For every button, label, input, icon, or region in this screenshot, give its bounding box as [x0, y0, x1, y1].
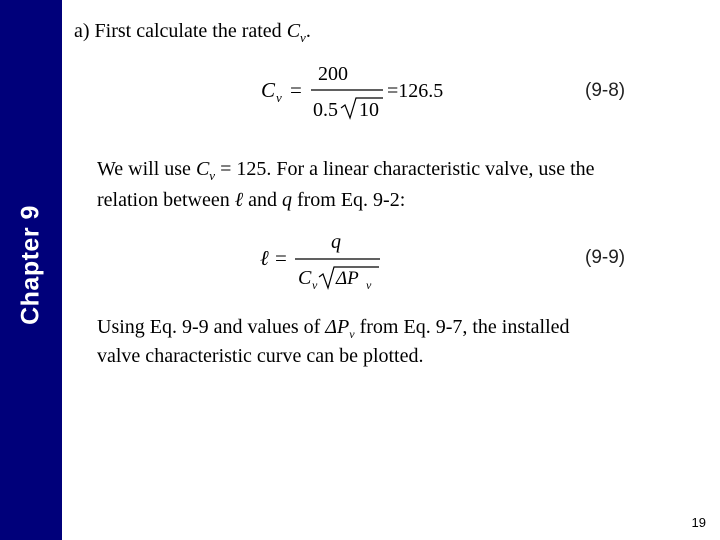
- eq2-den-c: C: [298, 267, 312, 289]
- page-number: 19: [691, 515, 706, 530]
- para2-delta: ΔP: [325, 316, 350, 338]
- eq1-lhs: C: [261, 78, 276, 102]
- eq2-delta: ΔP: [336, 268, 359, 289]
- para2-text-a: Using Eq. 9-9 and values of: [97, 316, 326, 338]
- eq1-result: =126.5: [387, 80, 444, 102]
- eq2-delta-sub: v: [366, 278, 372, 292]
- para1-line1: [97, 158, 595, 184]
- equation-9-9: [255, 228, 395, 298]
- para1-text-a: We will use: [97, 158, 196, 180]
- eq1-den-coef: 0.5: [313, 99, 338, 121]
- svg-text:=: =: [275, 246, 287, 270]
- eq2-numerator: q: [331, 231, 341, 253]
- eq2-number: (9-9): [585, 247, 626, 268]
- q-variable: q: [281, 189, 292, 211]
- para1-text-c: relation between: [97, 189, 235, 211]
- chapter-label: Chapter 9: [16, 205, 45, 325]
- eq2-lhs: ℓ: [260, 246, 269, 270]
- para1-text-e: from Eq. 9-2:: [291, 189, 406, 211]
- cv-subscript: v: [300, 30, 306, 45]
- eq1-number: (9-8): [585, 80, 626, 101]
- eq1-radicand: 10: [359, 99, 379, 121]
- para2-text-b: from Eq. 9-7, the installed: [354, 316, 570, 338]
- ell-symbol: ℓ: [234, 187, 244, 211]
- para2-line2: valve characteristic curve can be plotted.: [97, 345, 424, 367]
- sidebar: [0, 0, 62, 540]
- para1-text-d: and: [243, 189, 282, 211]
- eq1-numerator: 200: [318, 63, 348, 85]
- equation-9-8: [255, 60, 475, 126]
- cv-variable: C: [286, 20, 301, 42]
- para2-delta-sub: v: [349, 327, 355, 341]
- para1-cv-sub: v: [209, 168, 216, 183]
- intro-line: [74, 20, 311, 46]
- intro-suffix: .: [305, 20, 311, 42]
- para1-cv-var: C: [195, 158, 210, 180]
- svg-text:=: =: [290, 78, 302, 102]
- para1-text-b: = 125. For a linear characteristic valve, use the: [215, 158, 595, 180]
- intro-text: a) First calculate the rated: [74, 20, 287, 42]
- eq2-den-c-sub: v: [312, 278, 318, 292]
- para1-line2: [97, 187, 405, 212]
- para2-line1: [97, 316, 570, 342]
- eq1-lhs-sub: v: [276, 90, 282, 105]
